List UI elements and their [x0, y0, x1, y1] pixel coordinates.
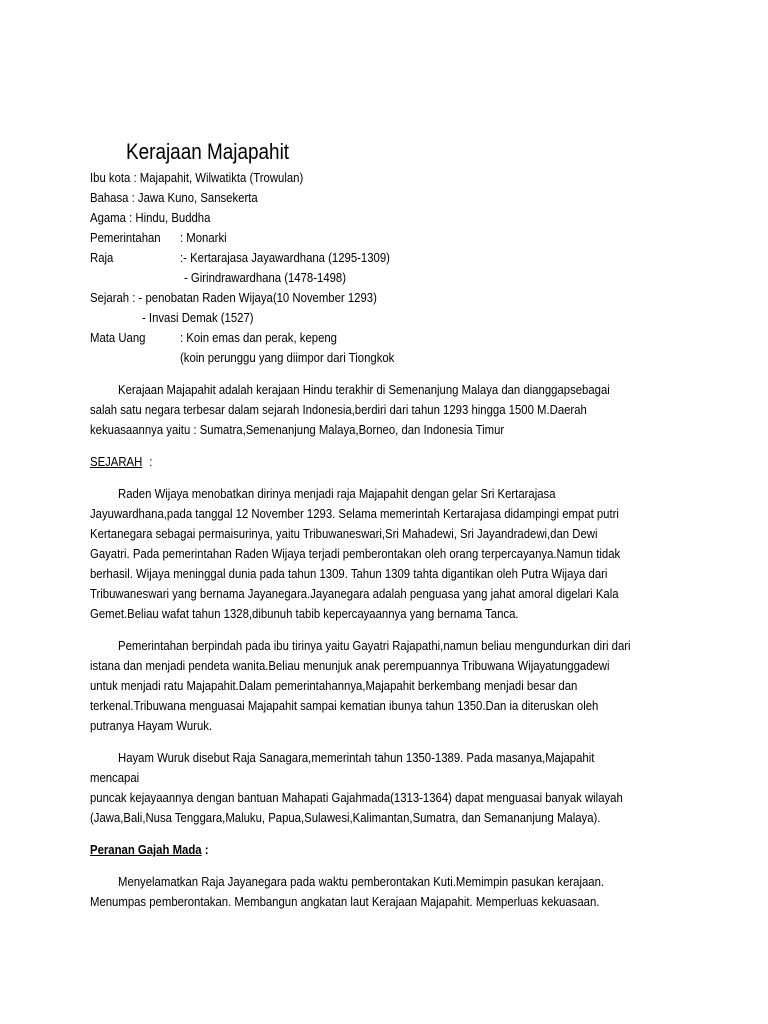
para2-line: istana dan menjadi pendeta wanita.Beliau menunjuk anak perempuannya Tribuwana Wijayatunggadewi [90, 658, 610, 673]
para4-line: Menyelamatkan Raja Jayanegara pada waktu pemberontakan Kuti.Memimpin pasukan kerajaan. [118, 874, 605, 889]
info-sejarah-2: - Invasi Demak (1527) [142, 310, 254, 325]
para1-line: Gayatri. Pada pemerintahan Raden Wijaya terjadi pemberontakan oleh orang terpercayanya.Namun tidak [90, 546, 621, 561]
para2-line: untuk menjadi ratu Majapahit.Dalam pemerintahannya,Majapahit berkembang menjadi besar dan [90, 678, 578, 693]
para2-line: putranya Hayam Wuruk. [90, 718, 213, 733]
peranan-colon: : [201, 842, 209, 857]
para3-line: Hayam Wuruk disebut Raja Sanagara,memerintah tahun 1350-1389. Pada masanya,Majapahit [118, 750, 595, 765]
sejarah-heading: SEJARAH [90, 454, 143, 469]
sejarah-colon: : [149, 454, 153, 469]
para1-line: Jayuwardhana,pada tanggal 12 November 1293. Selama memerintah Kertarajasa didampingi empat putri [90, 506, 619, 521]
para3-line: mencapai [90, 770, 140, 785]
info-raja-value-1: :- Kertarajasa Jayawardhana (1295-1309) [180, 250, 390, 265]
para2-line: terkenal.Tribuwana menguasai Majapahit sampai kematian ibunya tahun 1350.Dan ia diteruskan oleh [90, 698, 599, 713]
info-raja-label: Raja [90, 250, 114, 265]
para3-line: (Jawa,Bali,Nusa Tenggara,Maluku, Papua,Sulawesi,Kalimantan,Sumatra, dan Semananjung Malaya). [90, 810, 601, 825]
para1-line: Tribuwaneswari yang bernama Jayanegara.Jayanegara adalah penguasa yang jahat amoral digelari Kala [90, 586, 619, 601]
info-bahasa: Bahasa : Jawa Kuno, Sansekerta [90, 190, 258, 205]
sejarah-heading-row [90, 452, 152, 472]
peranan-heading: Peranan Gajah Mada [90, 842, 202, 857]
info-pemerintahan-label: Pemerintahan [90, 230, 161, 245]
para2-line: Pemerintahan berpindah pada ibu tirinya yaitu Gayatri Rajapathi,namun beliau mengundurkan diri dari [118, 638, 631, 653]
info-agama: Agama : Hindu, Buddha [90, 210, 211, 225]
intro-line: Kerajaan Majapahit adalah kerajaan Hindu terakhir di Semenanjung Malaya dan dianggapsebagai [118, 382, 610, 397]
para3-line: puncak kejayaannya dengan bantuan Mahapati Gajahmada(1313-1364) dapat menguasai banyak wilayah [90, 790, 623, 805]
document-title: Kerajaan Majapahit [126, 139, 290, 164]
info-mata-uang-value-2: (koin perunggu yang diimpor dari Tiongkok [180, 350, 395, 365]
info-raja-value-2: - Girindrawardhana (1478-1498) [184, 270, 347, 285]
peranan-heading-row [90, 840, 209, 860]
para1-line: Raden Wijaya menobatkan dirinya menjadi raja Majapahit dengan gelar Sri Kertarajasa [118, 486, 556, 501]
para1-line: Kertanegara sebagai permaisurinya, yaitu Tribuwaneswari,Sri Mahadewi, Sri Jayandradewi,dan Dewi [90, 526, 598, 541]
para1-line: berhasil. Wijaya meninggal dunia pada tahun 1309. Tahun 1309 tahta digantikan oleh Putra Wijaya dari [90, 566, 608, 581]
info-sejarah-1: Sejarah : - penobatan Raden Wijaya(10 November 1293) [90, 290, 377, 305]
info-ibu-kota: Ibu kota : Majapahit, Wilwatikta (Trowulan) [90, 170, 304, 185]
intro-line: kekuasaannya yaitu : Sumatra,Semenanjung Malaya,Borneo, dan Indonesia Timur [90, 422, 505, 437]
para1-line: Gemet.Beliau wafat tahun 1328,dibunuh tabib kepercayaannya yang bernama Tanca. [90, 606, 519, 621]
info-mata-uang-label: Mata Uang [90, 330, 146, 345]
info-pemerintahan-value: : Monarki [180, 230, 227, 245]
info-mata-uang-value-1: : Koin emas dan perak, kepeng [180, 330, 337, 345]
para4-line: Menumpas pemberontakan. Membangun angkatan laut Kerajaan Majapahit. Memperluas kekuasaan. [90, 894, 600, 909]
intro-line: salah satu negara terbesar dalam sejarah Indonesia,berdiri dari tahun 1293 hingga 1500 M.Daerah [90, 402, 587, 417]
